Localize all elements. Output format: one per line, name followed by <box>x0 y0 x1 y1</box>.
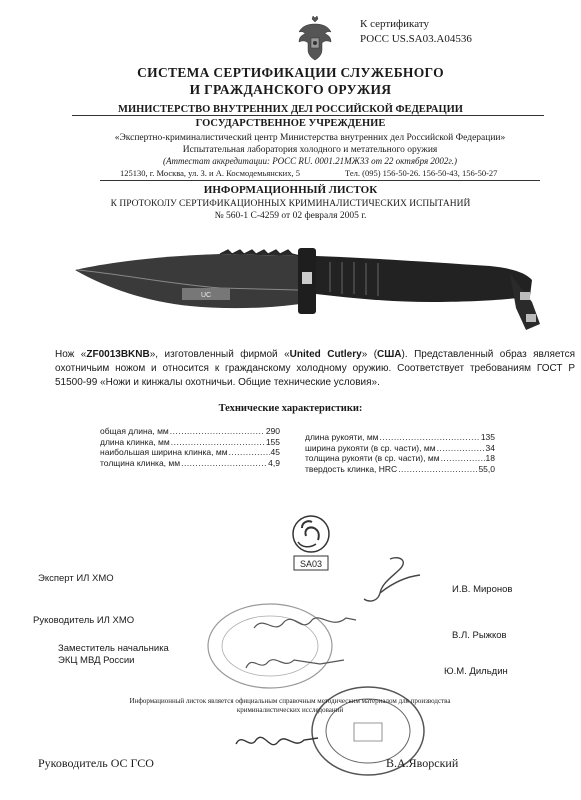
desc-text: » ( <box>361 349 378 360</box>
spec-value: 55,0 <box>478 463 495 474</box>
product-model: ZF0013BKNB <box>86 349 150 360</box>
spec-label: длина клинка, мм <box>100 436 170 447</box>
desc-text: », изготовленный фирмой « <box>149 349 290 360</box>
spec-label: толщина рукояти (в ср. части), мм <box>305 453 440 464</box>
manufacturer: United Cutlery <box>289 349 362 360</box>
spec-label: твердость клинка, HRC <box>305 463 398 474</box>
final-signatory-label: Руководитель ОС ГСО <box>38 756 154 770</box>
final-signatory-name: В.А.Яворский <box>386 756 459 770</box>
divider <box>100 180 540 181</box>
spec-row <box>100 426 280 437</box>
cert-ref-label: К сертификату <box>360 18 429 30</box>
certmark-code: SA03 <box>299 559 323 569</box>
specs-right-column <box>305 432 495 474</box>
deputy-signature <box>240 648 350 678</box>
product-description <box>55 348 575 390</box>
institution-type: ГОСУДАРСТВЕННОЕ УЧРЕЖДЕНИЕ <box>195 118 386 129</box>
head-signature <box>250 610 360 640</box>
deputy-name: Ю.М. Дильдин <box>444 666 508 677</box>
spec-label: ширина рукояти (в ср. части), мм <box>305 442 436 453</box>
cert-ref-number: РОСС US.SA03.A04536 <box>360 33 472 45</box>
center-name: «Экспертно-криминалистический центр Министерства внутренних дел Российской Федерации» <box>114 133 506 143</box>
protocol-title: К ПРОТОКОЛУ СЕРТИФИКАЦИОННЫХ КРИМИНАЛИСТИЧЕСКИХ ИСПЫТАНИЙ <box>110 199 471 209</box>
final-signature <box>232 728 322 758</box>
expert-name: И.В. Миронов <box>452 584 513 595</box>
accreditation: (Аттестат аккредитации: РОСС RU. 0001.21МЖ33 от 22 октября 2002г.) <box>162 156 458 166</box>
spec-label: наибольшая ширина клинка, мм <box>100 447 228 458</box>
spec-row <box>100 458 280 469</box>
spec-value: 18 <box>485 453 495 464</box>
svg-text:UC: UC <box>200 292 212 299</box>
document-title: ИНФОРМАЦИОННЫЙ ЛИСТОК <box>203 184 378 196</box>
spec-row <box>100 437 280 448</box>
specs-title: Технические характеристики: <box>218 403 363 414</box>
spec-row <box>305 443 495 454</box>
head-name: В.Л. Рыжков <box>452 630 507 641</box>
divider <box>72 115 544 116</box>
expert-label: Эксперт ИЛ ХМО <box>38 573 114 584</box>
spec-value: 135 <box>480 432 495 442</box>
country: США <box>377 349 402 360</box>
spec-row <box>305 453 495 464</box>
system-title <box>0 64 581 98</box>
spec-value: 290 <box>265 426 280 436</box>
spec-row <box>305 432 495 443</box>
spec-label: общая длина, мм <box>100 426 169 436</box>
system-title-line1: СИСТЕМА СЕРТИФИКАЦИИ СЛУЖЕБНОГО <box>137 65 444 80</box>
footnote: Информационный листок является официальным справочным методическим материалом для производства криминалистических исследований <box>129 697 451 714</box>
coat-of-arms-emblem <box>296 16 334 62</box>
desc-prefix: Нож « <box>55 349 87 360</box>
laboratory-name: Испытательная лаборатория холодного и метательного оружия <box>182 145 438 155</box>
spec-value: 4,9 <box>268 457 280 468</box>
spec-row <box>100 447 280 458</box>
desc-text: ). Представленный образ является охотничьим ножом и относится к гражданскому холодному оружию. Соответствует требованиям ГОСТ Р 51500-99 «Ножи и кинжалы охотничьи. Общие технические условия». <box>55 349 575 388</box>
spec-row <box>305 464 495 475</box>
ministry-name: МИНИСТЕРСТВО ВНУТРЕННИХ ДЕЛ РОССИЙСКОЙ ФЕДЕРАЦИИ <box>118 104 463 115</box>
expert-signature <box>330 555 440 605</box>
spec-value: 45 <box>270 447 280 458</box>
deputy-unit: ЭКЦ МВД России <box>58 655 135 666</box>
protocol-number: № 560-1 С-4259 от 02 февраля 2005 г. <box>214 211 367 221</box>
phone: Тел. (095) 156-50-26. 156-50-43, 156-50-27 <box>345 168 498 178</box>
spec-label: длина рукояти, мм <box>305 432 379 442</box>
spec-value: 155 <box>265 436 280 447</box>
knife-photo <box>70 232 550 337</box>
deputy-label: Заместитель начальника <box>58 643 169 654</box>
specs-left-column <box>100 426 280 468</box>
head-label: Руководитель ИЛ ХМО <box>33 615 135 626</box>
spec-label: толщина клинка, мм <box>100 457 181 468</box>
spec-value: 34 <box>485 442 495 453</box>
certificate-reference <box>360 17 472 47</box>
system-title-line2: И ГРАЖДАНСКОГО ОРУЖИЯ <box>189 82 392 97</box>
address: 125130, г. Москва, ул. З. и А. Космодемьянских, 5 <box>120 168 300 178</box>
